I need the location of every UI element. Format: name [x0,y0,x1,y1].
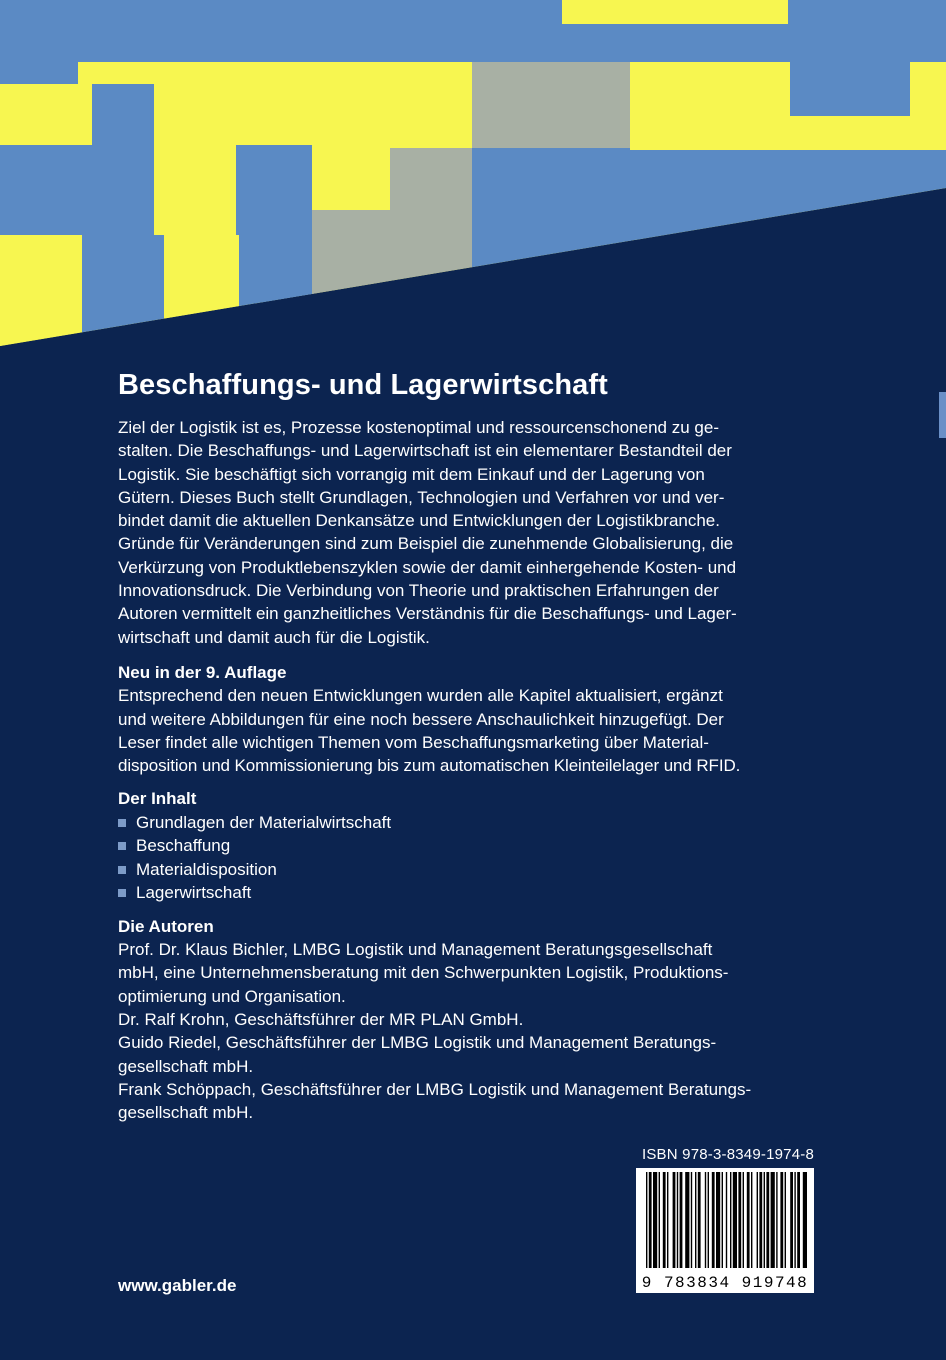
barcode-bar [716,1172,720,1268]
edge-tab [939,392,946,438]
barcode-bar [780,1172,783,1268]
barcode-bar [646,1172,647,1268]
bullet-square-icon [118,819,126,827]
contents-heading: Der Inhalt [118,789,197,809]
isbn-label: ISBN 978-3-8349-1974-8 [641,1146,814,1163]
list-item [118,834,814,858]
barcode-bar [663,1172,666,1268]
book-title: Beschaffungs- und Lagerwirtschaft [118,369,608,401]
authors-block [118,938,814,1124]
barcode-bar [733,1172,737,1268]
bullet-square-icon [118,866,126,874]
barcode-bar [747,1172,750,1268]
publisher-website: www.gabler.de [118,1276,237,1295]
new-edition-paragraph [118,684,814,777]
new-edition-line: disposition und Kommissionierung bis zum automatischen Kleinteilelager und RFID. [118,756,741,776]
barcode-bar [730,1172,731,1268]
contents-item-label: Materialdisposition [136,859,277,879]
author-line: mbH, eine Unternehmensberatung mit den Schwerpunkten Logistik, Produktions- [118,963,729,983]
bullet-square-icon [118,842,126,850]
author-line: Frank Schöppach, Geschäftsführer der LMBG Logistik und Management Beratungs- [118,1079,752,1099]
intro-line: Logistik. Sie beschäftigt sich vorrangig mit dem Einkauf und der Lagerung von [118,464,705,484]
contents-item-label: Lagerwirtschaft [136,883,252,903]
barcode-bar [653,1172,657,1268]
authors-heading: Die Autoren [118,916,214,936]
author-line: gesellschaft mbH. [118,1103,254,1123]
contents-item-label: Grundlagen der Materialwirtschaft [136,812,392,832]
author-line: Prof. Dr. Klaus Bichler, LMBG Logistik und Management Beratungsgesellschaft [118,940,713,960]
isbn-barcode [636,1168,814,1293]
barcode-bar [695,1172,696,1268]
barcode-bar [771,1172,775,1268]
intro-line: Innovationsdruck. Die Verbindung von Theorie und praktischen Erfahrungen der [118,581,719,601]
barcode-bar [722,1172,723,1268]
barcode-bar [776,1172,777,1268]
contents-list [118,811,814,905]
new-edition-line: und weitere Abbildungen für eine noch bessere Anschaulichkeit hinzugefügt. Der [118,709,724,729]
barcode-bar [726,1172,727,1268]
barcode-bar [677,1172,678,1268]
author-line: gesellschaft mbH. [118,1056,254,1076]
barcode-bars [640,1172,810,1268]
list-item [118,811,814,835]
intro-line: Ziel der Logistik ist es, Prozesse kostenoptimal und ressourcenschonend zu ge- [118,418,719,437]
barcode-bar [712,1172,715,1268]
barcode-bar [667,1172,668,1268]
barcode-bar [685,1172,689,1268]
barcode-bar [691,1172,692,1268]
new-edition-line: Entsprechend den neuen Entwicklungen wurden alle Kapitel aktualisiert, ergänzt [118,686,723,706]
intro-line: Gründe für Veränderungen sind zum Beispiel die zunehmende Globalisierung, die [118,534,734,554]
list-item [118,881,814,905]
cover-mosaic-art [0,0,946,400]
barcode-bar [794,1172,795,1268]
intro-line: Autoren vermittelt ein ganzheitliches Verständnis für die Beschaffungs- und Lager- [118,604,737,624]
barcode-bar [705,1172,706,1268]
barcode-bar [751,1172,752,1268]
barcode-bar [649,1172,652,1268]
barcode-bar [803,1172,807,1268]
intro-line: bindet damit die aktuellen Denkansätze und Entwicklungen der Logistikbranche. [118,511,720,531]
barcode-bar [673,1172,676,1268]
barcode-bar [680,1172,683,1268]
author-line: Guido Riedel, Geschäftsführer der LMBG Logistik und Management Beratungs- [118,1033,717,1053]
barcode-bar [759,1172,762,1268]
barcode-bar [708,1172,709,1268]
barcode-bar [743,1172,744,1268]
barcode-bar [659,1172,660,1268]
new-edition-line: Leser findet alle wichtigen Themen vom Beschaffungsmarketing über Material- [118,732,709,752]
intro-line: wirtschaft und damit auch für die Logistik. [118,627,430,647]
bullet-square-icon [118,889,126,897]
barcode-bar [764,1172,765,1268]
barcode-bar [790,1172,793,1268]
barcode-bar [797,1172,800,1268]
intro-line: Gütern. Dieses Buch stellt Grundlagen, Technologien und Verfahren vor und ver- [118,487,725,507]
barcode-bar [785,1172,786,1268]
contents-item-label: Beschaffung [136,836,231,856]
new-edition-heading: Neu in der 9. Auflage [118,662,287,682]
author-line: optimierung und Organisation. [118,986,346,1006]
intro-paragraph [118,416,814,649]
list-item [118,858,814,882]
author-line: Dr. Ralf Krohn, Geschäftsführer der MR PLAN GmbH. [118,1009,524,1029]
barcode-bar [766,1172,769,1268]
barcode-bar [738,1172,741,1268]
barcode-digits: 9 783834 919748 [641,1274,809,1292]
barcode-bar [757,1172,758,1268]
intro-line: stalten. Die Beschaffungs- und Lagerwirtschaft ist ein elementarer Bestandteil der [118,441,732,461]
barcode-bar [698,1172,701,1268]
intro-line: Verkürzung von Produktlebenszyklen sowie der damit einhergehende Kosten- und [118,557,737,577]
back-cover-text [118,366,814,1124]
